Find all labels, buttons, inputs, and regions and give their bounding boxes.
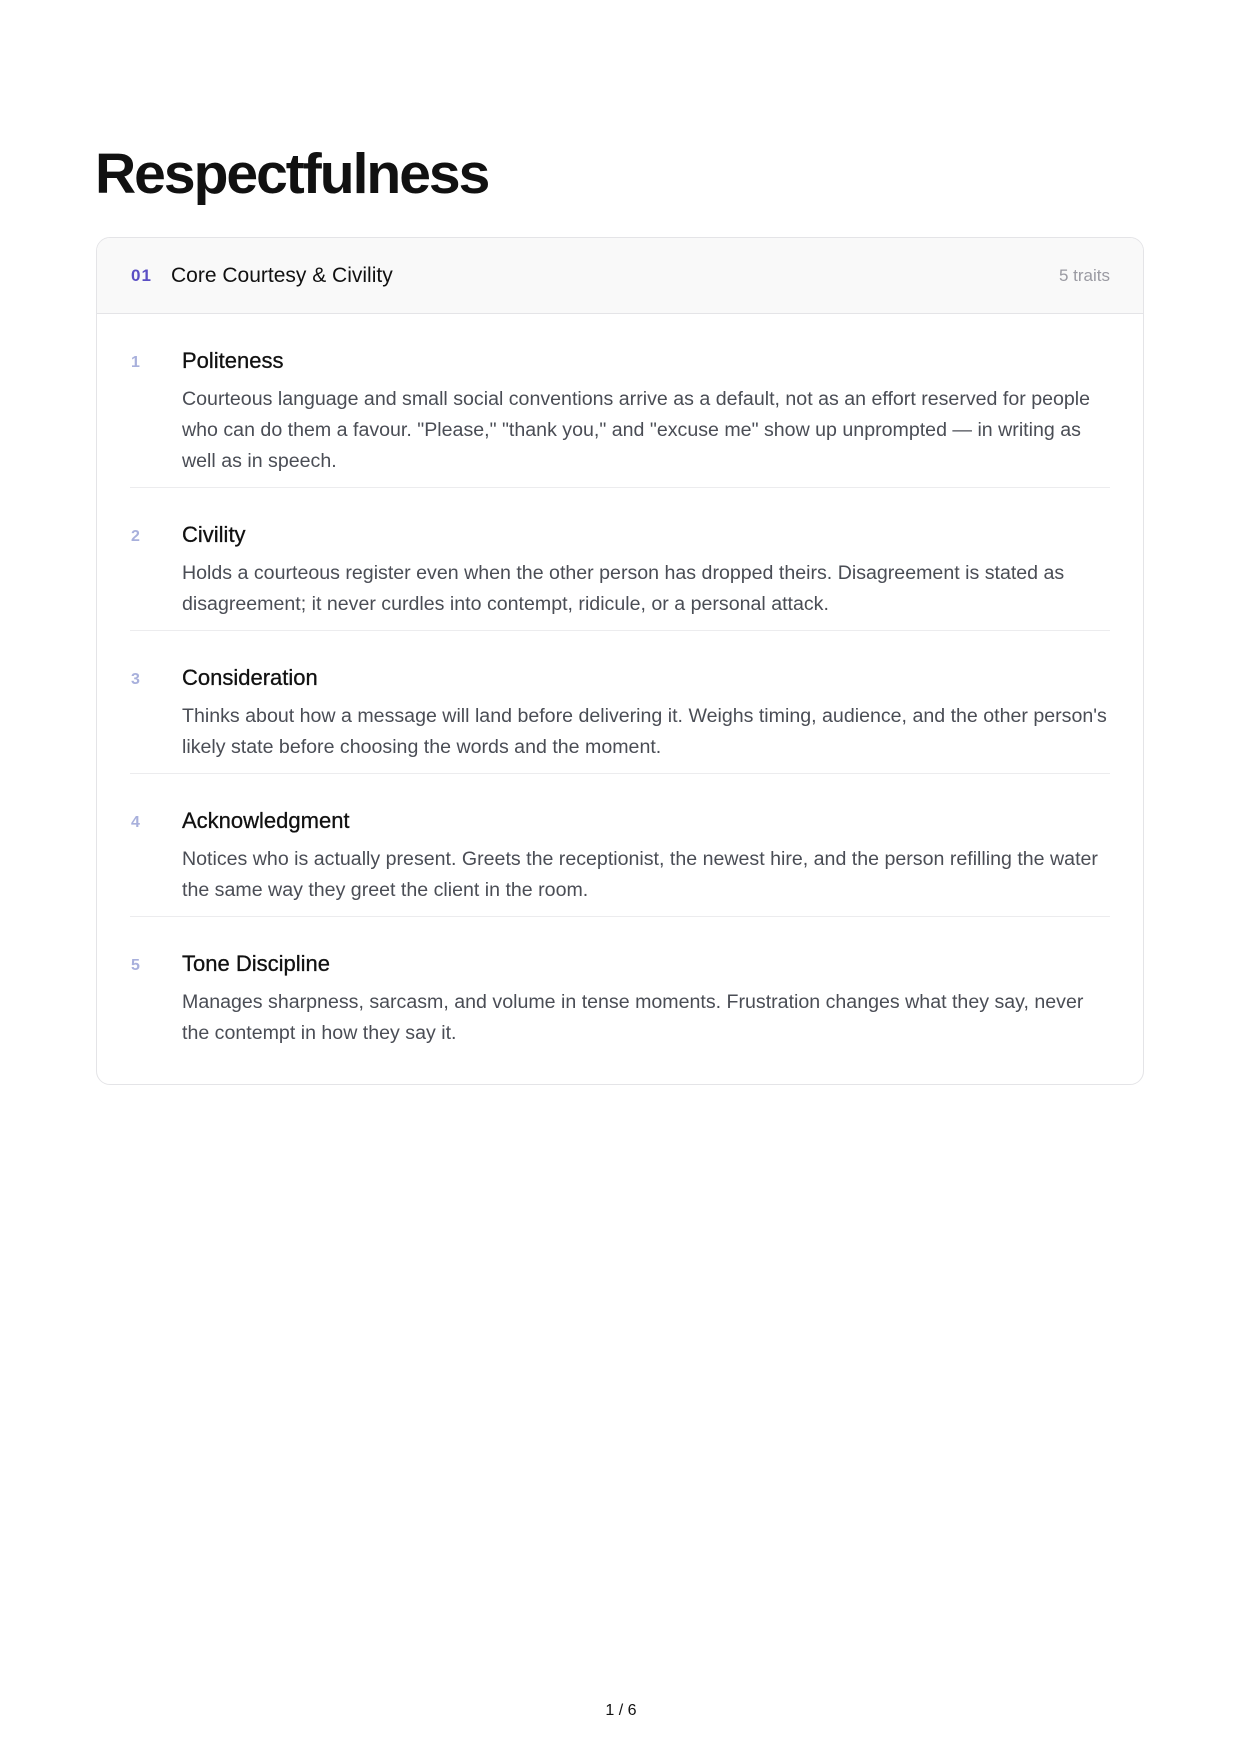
- trait-description: Thinks about how a message will land before delivering it. Weighs timing, audience, and the other person's likely state before choosing the words and the moment.: [182, 705, 1107, 758]
- section-header[interactable]: [97, 238, 1143, 314]
- trait-name: Acknowledgment: [182, 808, 350, 833]
- trait-name: Politeness: [182, 348, 284, 373]
- trait-name: Civility: [182, 522, 246, 547]
- trait-item: [130, 488, 1110, 631]
- trait-number: 4: [131, 814, 140, 831]
- trait-item: [130, 314, 1110, 488]
- trait-description: Holds a courteous register even when the other person has dropped theirs. Disagreement is stated as disagreement; it never curdles into contempt, ridicule, or a personal attack.: [182, 562, 1065, 615]
- page-indicator: 1 / 6: [605, 1702, 637, 1719]
- trait-body: [182, 917, 1110, 1077]
- trait-number: 2: [131, 528, 140, 545]
- trait-name: Tone Discipline: [182, 951, 330, 976]
- trait-item: [130, 631, 1110, 774]
- trait-number: 3: [131, 671, 140, 688]
- trait-number: 1: [131, 354, 140, 371]
- page-title: Respectfulness: [95, 142, 489, 206]
- trait-item: [130, 917, 1110, 1077]
- trait-name: Consideration: [182, 665, 318, 690]
- trait-body: [182, 631, 1110, 773]
- section-card: [96, 237, 1144, 1085]
- trait-body: [182, 314, 1110, 487]
- trait-description: Courteous language and small social conventions arrive as a default, not as an effort reserved for people who can do them a favour. "Please," "thank you," and "excuse me" show up unprompted — in writing as well as in speech.: [182, 388, 1091, 472]
- section-trait-count: 5 traits: [1058, 265, 1110, 285]
- section-title: Core Courtesy & Civility: [171, 263, 393, 287]
- trait-list: [97, 314, 1143, 1077]
- trait-description: Manages sharpness, sarcasm, and volume in tense moments. Frustration changes what they say, never the contempt in how they say it.: [182, 991, 1084, 1044]
- trait-body: [182, 774, 1110, 916]
- trait-item: [130, 774, 1110, 917]
- trait-number: 5: [131, 957, 140, 974]
- trait-description: Notices who is actually present. Greets the receptionist, the newest hire, and the person refilling the water the same way they greet the client in the room.: [182, 848, 1098, 901]
- trait-body: [182, 488, 1110, 630]
- section-number: 01: [131, 265, 152, 285]
